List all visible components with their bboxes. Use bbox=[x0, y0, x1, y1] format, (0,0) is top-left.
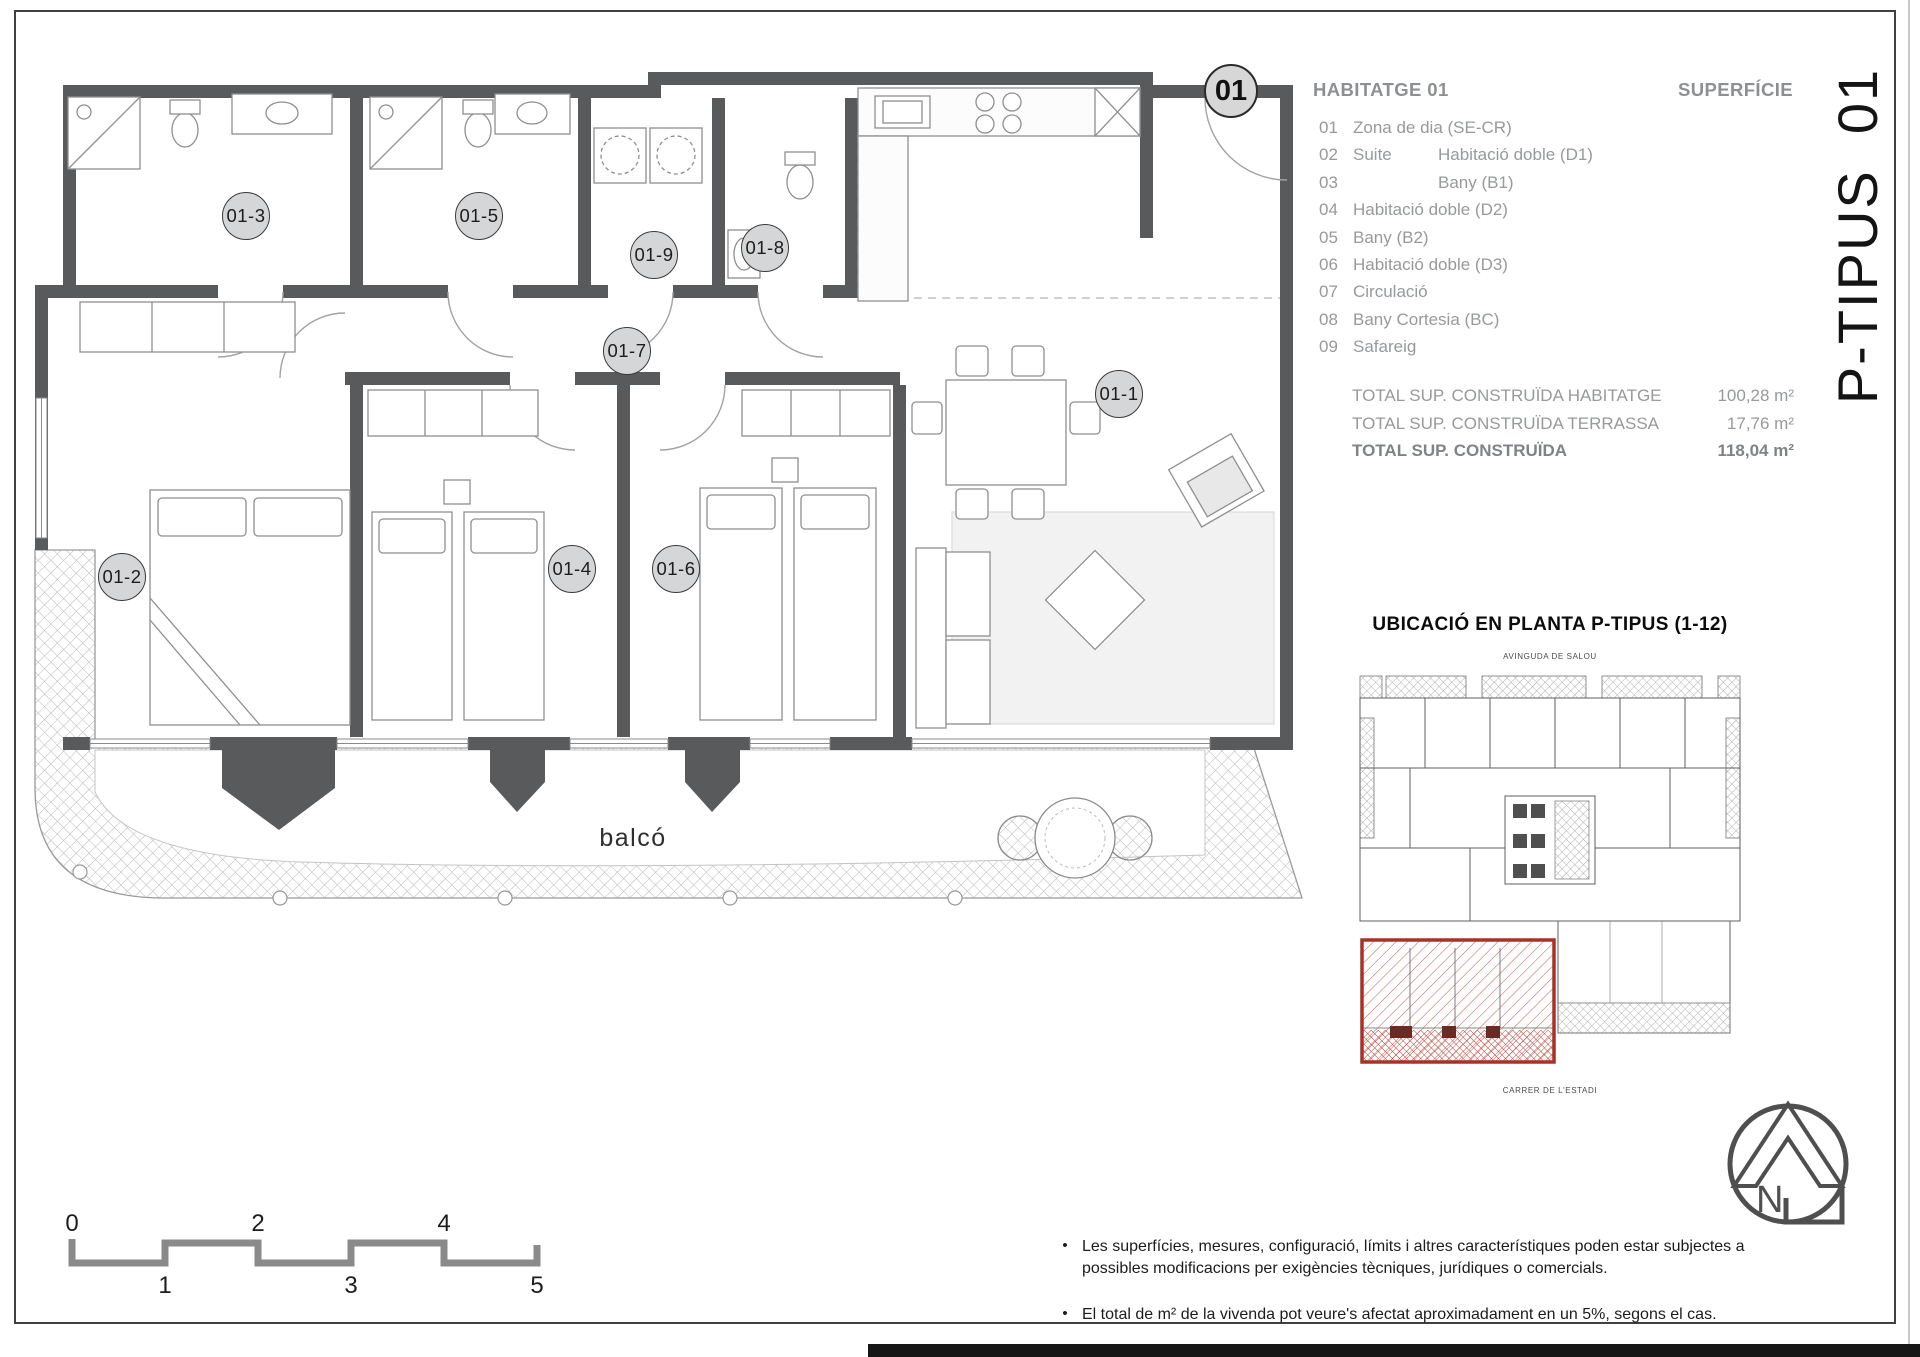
compass-letter: N bbox=[1756, 1179, 1784, 1221]
scale-bar bbox=[50, 1205, 590, 1305]
legend-header bbox=[1313, 79, 1793, 101]
fixtures-and-furniture bbox=[68, 88, 1274, 728]
unit-entrance-badge: 01 bbox=[1204, 64, 1258, 118]
room-label-01-2: 01-2 bbox=[98, 553, 146, 601]
legend-row: 06 Habitació doble (D3) bbox=[1319, 254, 1508, 274]
scale-mark-5: 5 bbox=[530, 1272, 544, 1299]
scale-mark-0: 0 bbox=[65, 1210, 79, 1237]
open-plan-dashed-line bbox=[858, 134, 1280, 298]
legend-row: 08 Bany Cortesia (BC) bbox=[1319, 309, 1500, 329]
bullet-icon: • bbox=[1062, 1305, 1068, 1323]
room-label-01-1: 01-1 bbox=[1095, 370, 1143, 418]
balcony-label: balcó bbox=[599, 824, 667, 852]
legend-row: 02 Suite Habitació doble (D1) bbox=[1319, 145, 1593, 165]
legend-row: 01 Zona de dia (SE-CR) bbox=[1319, 118, 1512, 137]
legend-row: 04 Habitació doble (D2) bbox=[1319, 200, 1508, 220]
room-label-01-8: 01-8 bbox=[741, 224, 789, 272]
total-row-grand: TOTAL SUP. CONSTRUÏDA 118,04 m² bbox=[1352, 441, 1794, 461]
footer-strip bbox=[868, 1344, 1920, 1357]
total-row: TOTAL SUP. CONSTRUÏDA TERRASSA 17,76 m² bbox=[1352, 413, 1794, 433]
room-label-01-3: 01-3 bbox=[222, 192, 270, 240]
room-label-01-7: 01-7 bbox=[603, 327, 651, 375]
scale-mark-2: 2 bbox=[251, 1210, 265, 1237]
disclaimer-notes bbox=[1048, 1236, 1808, 1326]
north-arrow-icon bbox=[1708, 1086, 1868, 1246]
bullet-icon: • bbox=[1062, 1237, 1068, 1254]
legend-row: 05 Bany (B2) bbox=[1319, 227, 1429, 247]
surface-header: SUPERFÍCIE bbox=[1677, 79, 1793, 100]
scale-bar-line bbox=[72, 1239, 537, 1263]
room-label-01-9: 01-9 bbox=[630, 231, 678, 279]
legend-row: 03 Bany (B1) bbox=[1319, 172, 1514, 192]
room-label-01-4: 01-4 bbox=[548, 545, 596, 593]
sheet-title-vertical: P-TIPUS 01 bbox=[1825, 67, 1889, 405]
legend-row: 09 Safareig bbox=[1319, 337, 1417, 357]
street-label-bottom: CARRER DE L'ESTADI bbox=[1502, 1086, 1598, 1095]
miniplan-core bbox=[1505, 796, 1595, 884]
location-mini-plan bbox=[1350, 648, 1750, 1088]
street-label-top: AVINGUDA DE SALOU bbox=[1503, 652, 1597, 661]
legend-row: 07 Circulació bbox=[1319, 282, 1428, 302]
legend-title: HABITATGE 01 bbox=[1313, 79, 1449, 100]
miniplan-right-wing bbox=[1558, 921, 1730, 1033]
location-plan-title: UBICACIÓ EN PLANTA P-TIPUS (1-12) bbox=[1372, 614, 1728, 635]
legend-room-list bbox=[1313, 118, 1800, 365]
surface-totals bbox=[1352, 386, 1794, 469]
scale-mark-3: 3 bbox=[344, 1272, 358, 1299]
room-label-01-5: 01-5 bbox=[455, 192, 503, 240]
scale-mark-1: 1 bbox=[158, 1272, 172, 1299]
total-row: TOTAL SUP. CONSTRUÏDA HABITATGE 100,28 m² bbox=[1352, 386, 1794, 405]
note-item: • El total de m² de la vivenda pot veure's afectat aproximadament en un 5%, segons el cas. bbox=[1048, 1304, 1808, 1326]
room-label-01-6: 01-6 bbox=[652, 545, 700, 593]
miniplan-highlighted-unit bbox=[1362, 940, 1554, 1062]
scale-mark-4: 4 bbox=[437, 1210, 451, 1237]
note-item: • Les superfícies, mesures, configuració, límits i altres característiques poden estar subjectes a possibles modificacions per exigències tècniques, jurídiques o comercials. bbox=[1048, 1236, 1808, 1280]
